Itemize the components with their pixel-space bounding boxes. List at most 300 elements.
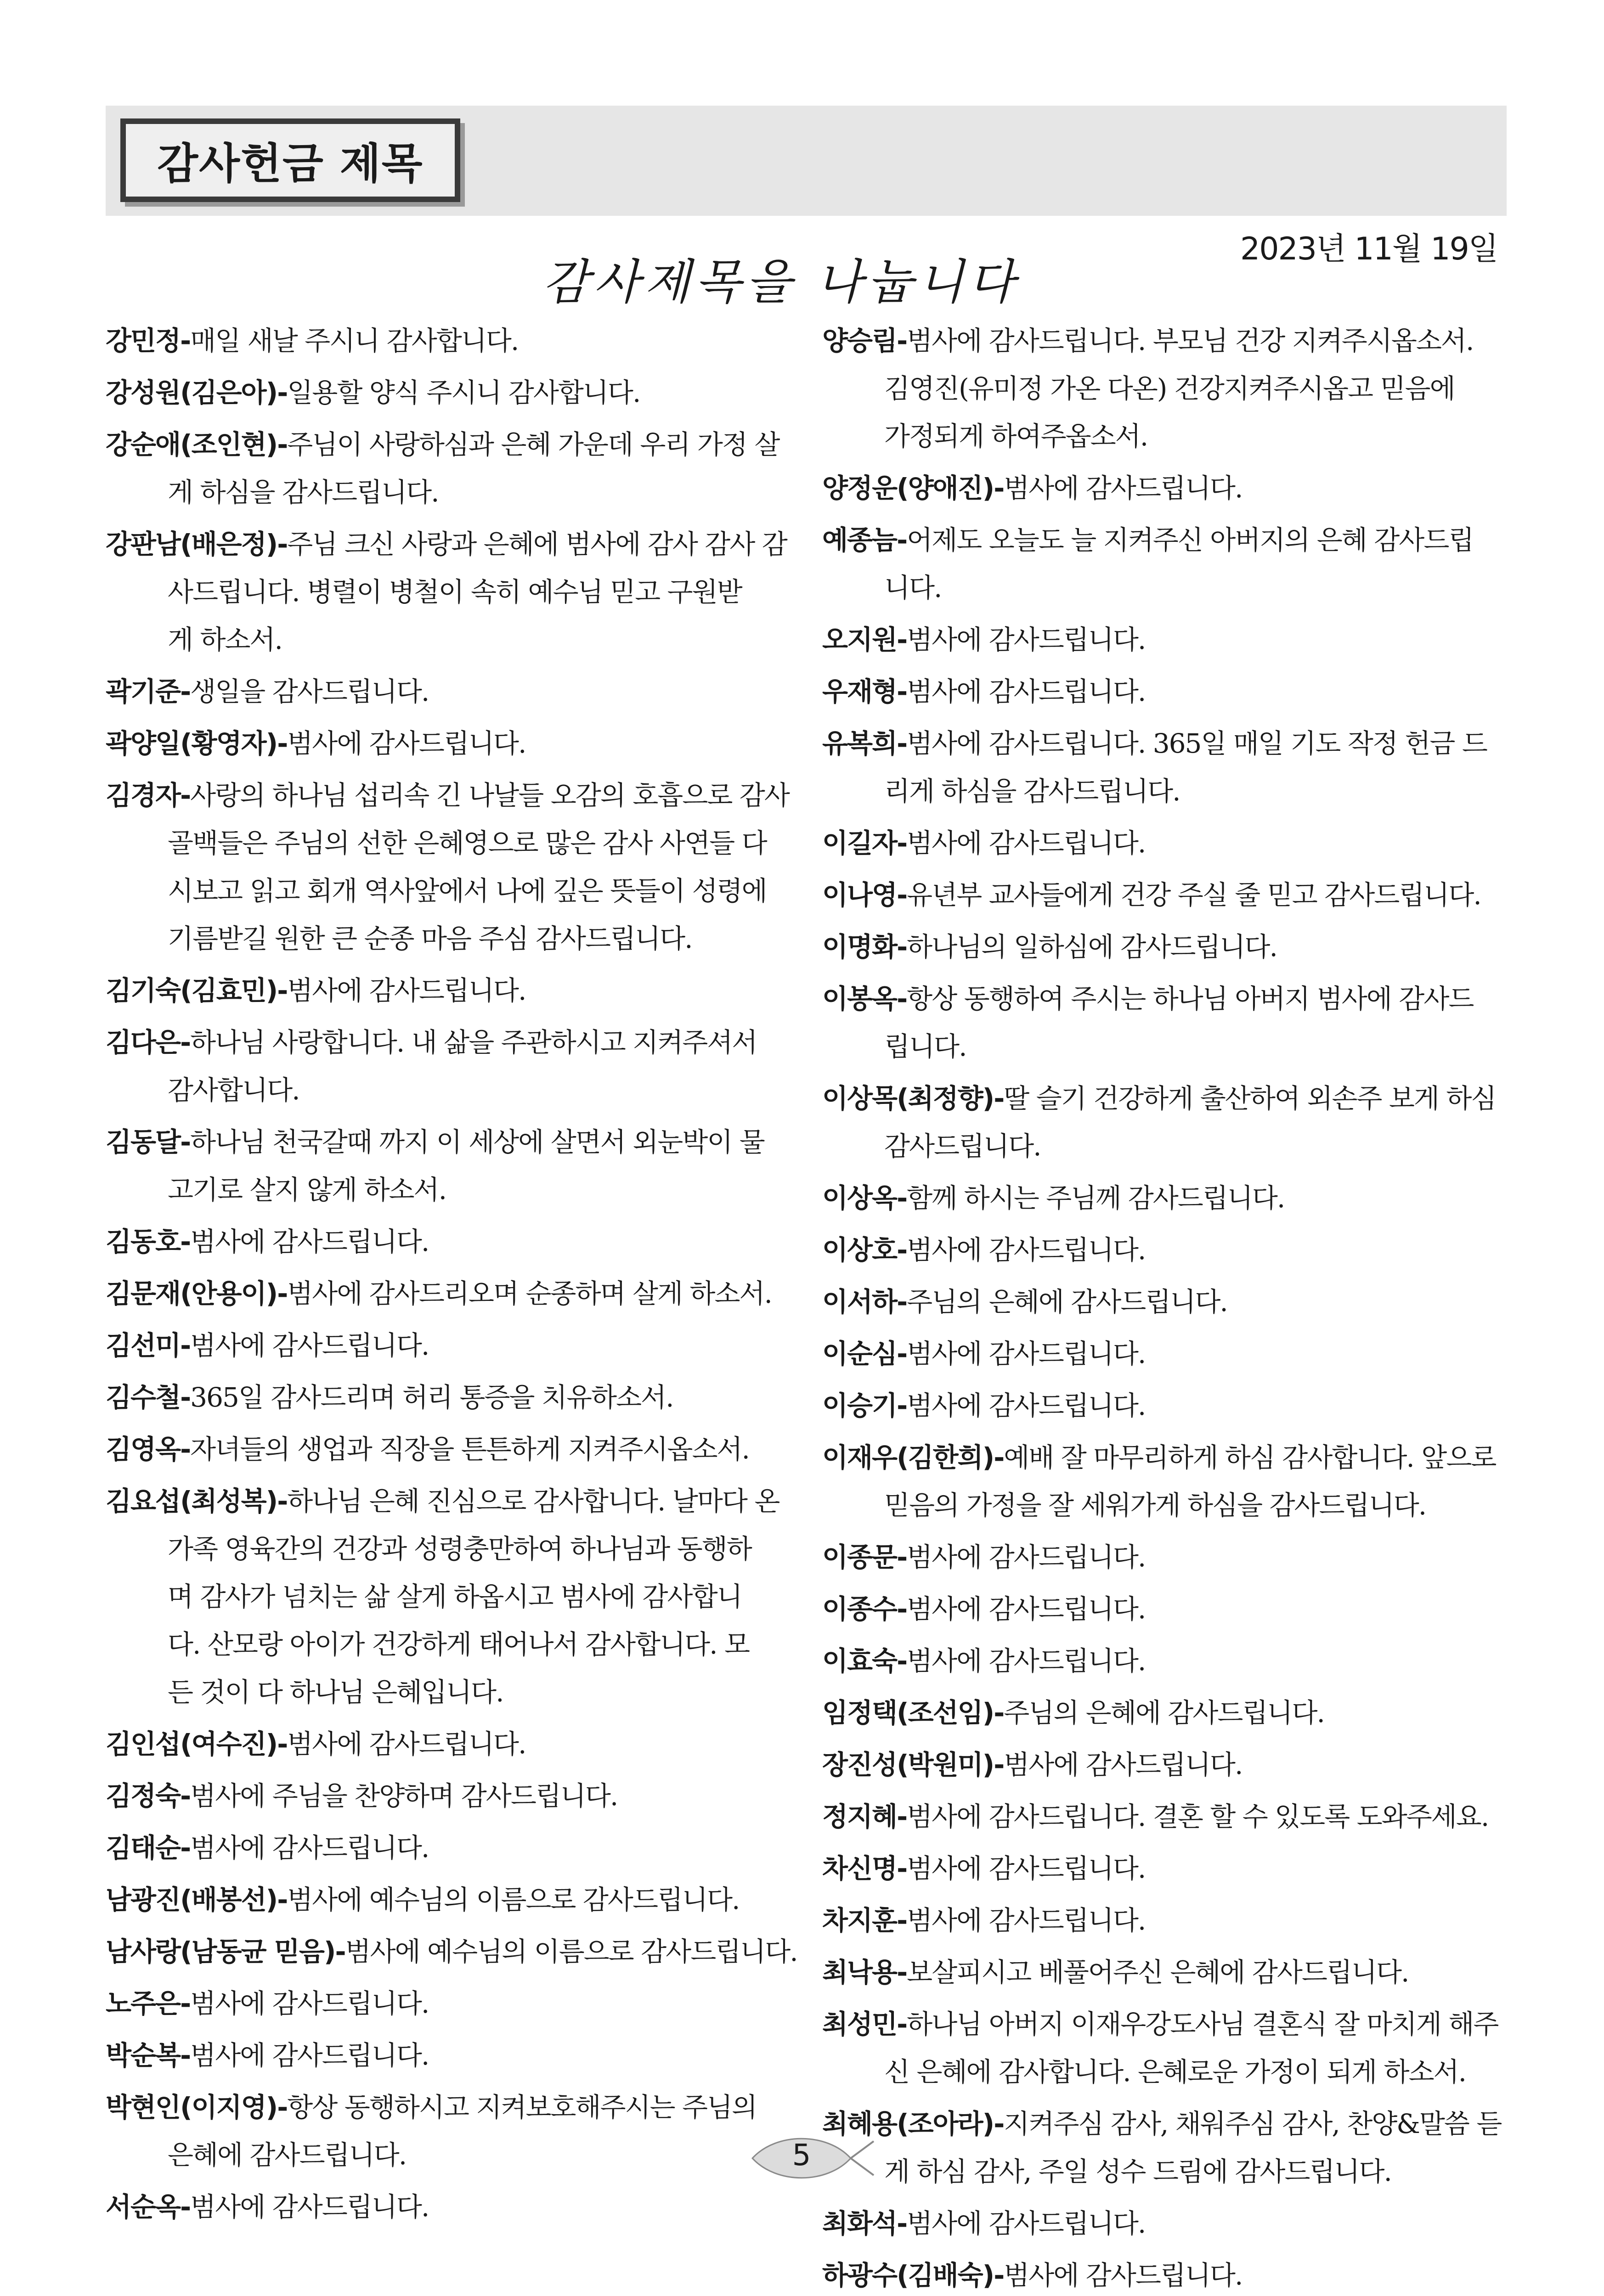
- donor-name: 노주은: [106, 1988, 181, 2019]
- list-item: [106, 771, 789, 962]
- separator-dash: -: [897, 325, 907, 356]
- thanks-message: 항상 동행하시고 지켜보호해주시는 주님의: [287, 2092, 757, 2123]
- entry-line: [106, 1824, 772, 1872]
- entry-line: [822, 1793, 1488, 1840]
- list-item: [822, 1689, 1488, 1737]
- thanks-message: 범사에 감사드립니다.: [1004, 2260, 1243, 2291]
- separator-dash: -: [897, 1182, 907, 1214]
- entry-continuation: [106, 867, 772, 915]
- entry-continuation: [822, 2148, 1488, 2195]
- entry-continuation: [106, 1525, 772, 1573]
- thanks-message: 범사에 감사드립니다.: [190, 1832, 429, 1863]
- entry-line: [106, 967, 772, 1014]
- separator-dash: -: [180, 1434, 191, 1465]
- entry-continuation: [106, 1668, 772, 1716]
- thanks-message: 예배 잘 마무리하게 하심 감사합니다. 앞으로: [1004, 1442, 1496, 1473]
- thanks-message: 하나님의 일하심에 감사드립니다.: [907, 931, 1277, 962]
- entry-continuation: [822, 1122, 1488, 1170]
- list-item: [822, 2100, 1502, 2195]
- separator-dash: -: [180, 780, 191, 811]
- list-item: [106, 421, 779, 516]
- thanks-message: 범사에 감사드립니다.: [907, 827, 1146, 859]
- thanks-message: 주님의 은혜에 감사드립니다.: [1004, 1697, 1324, 1728]
- list-item: [106, 1322, 772, 1369]
- thanks-message: 범사에 감사드립니다.: [907, 1338, 1146, 1369]
- list-item: [822, 1948, 1488, 1996]
- separator-dash: -: [994, 2260, 1004, 2291]
- donor-name: 김다은: [106, 1027, 181, 1058]
- donor-name: 이서하: [822, 1286, 897, 1317]
- thanks-message: 범사에 감사드립니다.: [907, 1645, 1146, 1677]
- entry-continuation: [106, 915, 772, 962]
- donor-name: 곽양일(황영자): [106, 728, 277, 759]
- entry-line: [822, 819, 1488, 867]
- separator-dash: -: [180, 1988, 191, 2019]
- entry-continuation: [106, 819, 772, 867]
- entry-line: [822, 720, 1488, 767]
- donor-name: 차신명: [822, 1853, 897, 1884]
- list-item: [106, 520, 787, 664]
- separator-dash: -: [897, 1338, 907, 1369]
- separator-dash: -: [897, 2208, 907, 2239]
- entry-line: [822, 1382, 1488, 1429]
- donor-name: 이종수: [822, 1593, 897, 1625]
- entry-line: [106, 1118, 772, 1166]
- separator-dash: -: [897, 624, 907, 655]
- thanks-message: 유년부 교사들에게 건강 주실 줄 믿고 감사드립니다.: [907, 879, 1481, 911]
- thanks-message: 하나님 천국갈때 까지 이 세상에 살면서 외눈박이 물: [190, 1126, 764, 1158]
- separator-dash: -: [897, 676, 907, 707]
- entry-line: [106, 1772, 772, 1820]
- list-item: [106, 1373, 772, 1421]
- separator-dash: -: [180, 676, 191, 707]
- thanks-message: 함께 하시는 주님께 감사드립니다.: [907, 1182, 1285, 1214]
- donor-name: 남사랑(남동균 믿음): [106, 1936, 335, 1967]
- entry-continuation: [106, 2131, 772, 2179]
- entry-line: [106, 1218, 772, 1266]
- thanks-message: 범사에 감사드립니다. 결혼 할 수 있도록 도와주세요.: [907, 1801, 1489, 1832]
- entry-line: [106, 369, 772, 416]
- separator-dash: -: [994, 2108, 1004, 2139]
- donor-name: 김인섭(여수진): [106, 1728, 277, 1760]
- donor-name: 이명화: [822, 931, 897, 962]
- thanks-message: 범사에 감사드립니다.: [190, 2040, 429, 2071]
- donor-name: 강순애(조인현): [106, 429, 277, 460]
- separator-dash: -: [180, 1330, 191, 1361]
- thanks-message: 범사에 감사드립니다.: [1004, 473, 1243, 504]
- separator-dash: -: [897, 1645, 907, 1677]
- entry-line: [822, 2251, 1488, 2296]
- donor-name: 김기숙(김효민): [106, 975, 277, 1006]
- thanks-message: 주님의 은혜에 감사드립니다.: [907, 1286, 1227, 1317]
- separator-dash: -: [897, 728, 907, 759]
- separator-dash: -: [277, 377, 288, 408]
- entry-line: [106, 421, 779, 468]
- donor-name: 정지혜: [822, 1801, 897, 1832]
- thanks-message: 립니다.: [884, 1031, 966, 1062]
- list-item: [106, 1720, 772, 1768]
- list-item: [822, 1434, 1496, 1529]
- thanks-message: 자녀들의 생업과 직장을 튼튼하게 지켜주시옵소서.: [190, 1434, 749, 1465]
- list-item: [106, 1980, 772, 2027]
- entry-continuation: [822, 767, 1488, 815]
- list-item: [822, 1330, 1488, 1378]
- separator-dash: -: [180, 2191, 191, 2223]
- entry-continuation: [106, 1066, 772, 1114]
- list-item: [822, 1741, 1488, 1789]
- list-item: [106, 1477, 779, 1716]
- list-item: [822, 616, 1488, 664]
- thanks-message: 범사에 감사드립니다.: [907, 1853, 1146, 1884]
- list-item: [106, 967, 772, 1014]
- entry-line: [106, 2032, 772, 2079]
- thanks-message: 하나님 사랑합니다. 내 삶을 주관하시고 지켜주셔서: [190, 1027, 757, 1058]
- thanks-message: 범사에 감사드립니다.: [907, 1234, 1146, 1266]
- thanks-message: 딸 슬기 건강하게 출산하여 외손주 보게 하심: [1004, 1083, 1496, 1114]
- donor-name: 차지훈: [822, 1905, 897, 1936]
- thanks-message: 범사에 감사드립니다.: [907, 1542, 1146, 1573]
- separator-dash: -: [277, 728, 288, 759]
- donor-name: 이순심: [822, 1338, 897, 1369]
- thanks-message: 범사에 감사드립니다. 부모님 건강 지켜주시옵소서.: [907, 325, 1474, 356]
- list-item: [822, 1845, 1488, 1892]
- entry-line: [822, 2000, 1498, 2048]
- thanks-message: 보살피시고 베풀어주신 은혜에 감사드립니다.: [907, 1957, 1409, 1988]
- list-item: [822, 1226, 1488, 1274]
- separator-dash: -: [897, 1593, 907, 1625]
- entry-line: [822, 516, 1488, 564]
- donor-name: 남광진(배봉선): [106, 1884, 277, 1915]
- separator-dash: -: [897, 931, 907, 962]
- list-item: [822, 1174, 1488, 1222]
- donor-name: 김요섭(최성복): [106, 1486, 277, 1517]
- entry-continuation: [106, 568, 772, 616]
- donor-name: 김정숙: [106, 1780, 181, 1812]
- thanks-message: 일용할 양식 주시니 감사합니다.: [287, 377, 640, 408]
- entry-continuation: [822, 1023, 1488, 1070]
- entry-continuation: [822, 365, 1488, 412]
- donor-name: 김수철: [106, 1382, 181, 1413]
- thanks-message: 매일 새날 주시니 감사합니다.: [190, 325, 519, 356]
- donor-name: 김선미: [106, 1330, 181, 1361]
- separator-dash: -: [994, 1083, 1004, 1114]
- thanks-message: 범사에 감사드리오며 순종하며 살게 하소서.: [287, 1278, 772, 1309]
- entry-line: [106, 771, 789, 819]
- thanks-message: 범사에 감사드립니다.: [907, 676, 1146, 707]
- donor-name: 강민정: [106, 325, 181, 356]
- separator-dash: -: [994, 1749, 1004, 1780]
- list-item: [106, 1218, 772, 1266]
- list-item: [822, 1793, 1488, 1840]
- list-item: [106, 2183, 772, 2231]
- thanks-message: 게 하심을 감사드립니다.: [168, 477, 439, 508]
- thanks-message: 주님 크신 사랑과 은혜에 범사에 감사 감사 감: [287, 529, 787, 560]
- donor-name: 김영옥: [106, 1434, 181, 1465]
- thanks-message: 범사에 감사드립니다.: [907, 624, 1146, 655]
- list-item: [106, 1772, 772, 1820]
- separator-dash: -: [897, 1390, 907, 1421]
- donor-name: 양정운(양애진): [822, 473, 994, 504]
- donor-name: 최성민: [822, 2009, 897, 2040]
- date: 2023년 11월 19일: [1240, 231, 1498, 267]
- donor-name: 곽기준: [106, 676, 181, 707]
- thanks-message: 범사에 감사드립니다.: [190, 1226, 429, 1257]
- thanks-message: 게 하소서.: [168, 624, 282, 655]
- separator-dash: -: [277, 529, 288, 560]
- thanks-message: 사드립니다. 병렬이 병철이 속히 예수님 믿고 구원받: [168, 576, 742, 608]
- entry-line: [822, 1434, 1496, 1481]
- entry-line: [106, 1876, 772, 1924]
- list-item: [106, 1824, 772, 1872]
- donor-name: 김태순: [106, 1832, 181, 1863]
- entry-continuation: [106, 1573, 772, 1621]
- donor-name: 서순옥: [106, 2191, 181, 2223]
- thanks-message: 범사에 감사드립니다.: [907, 1390, 1146, 1421]
- entry-line: [106, 668, 772, 715]
- separator-dash: -: [277, 1728, 288, 1760]
- separator-dash: -: [897, 1542, 907, 1573]
- list-item: [106, 1876, 772, 1924]
- separator-dash: -: [897, 1286, 907, 1317]
- entry-line: [106, 1270, 772, 1317]
- entry-continuation: [822, 2048, 1488, 2096]
- list-item: [106, 1425, 772, 1473]
- entry-line: [106, 2083, 772, 2131]
- entry-line: [106, 520, 787, 568]
- entry-line: [822, 1845, 1488, 1892]
- entry-line: [822, 2200, 1488, 2247]
- donor-name: 김동호: [106, 1226, 181, 1257]
- entry-line: [106, 2183, 772, 2231]
- thanks-message: 기름받길 원한 큰 순종 마음 주심 감사드립니다.: [168, 923, 692, 954]
- list-item: [822, 1585, 1488, 1633]
- list-item: [822, 819, 1488, 867]
- entry-line: [106, 720, 772, 767]
- list-item: [106, 1019, 772, 1114]
- separator-dash: -: [335, 1936, 345, 1967]
- list-item: [822, 1382, 1488, 1429]
- thanks-message: 가족 영육간의 건강과 성령충만하여 하나님과 동행하: [168, 1533, 751, 1564]
- list-item: [106, 317, 772, 365]
- separator-dash: -: [897, 2009, 907, 2040]
- list-item: [106, 720, 772, 767]
- donor-name: 우재형: [822, 676, 897, 707]
- entry-continuation: [822, 412, 1488, 460]
- separator-dash: -: [897, 1801, 907, 1832]
- thanks-message: 범사에 예수님의 이름으로 감사드립니다.: [345, 1936, 797, 1967]
- entry-line: [822, 464, 1488, 512]
- entry-continuation: [106, 468, 772, 516]
- separator-dash: -: [277, 975, 288, 1006]
- list-item: [822, 923, 1488, 971]
- thanks-message: 범사에 예수님의 이름으로 감사드립니다.: [287, 1884, 740, 1915]
- thanks-message: 믿음의 가정을 잘 세워가게 하심을 감사드립니다.: [884, 1490, 1426, 1521]
- thanks-message: 범사에 감사드립니다.: [287, 975, 526, 1006]
- entry-line: [822, 1948, 1488, 1996]
- separator-dash: -: [897, 524, 907, 556]
- thanks-message: 범사에 감사드립니다.: [287, 728, 526, 759]
- thanks-message: 가정되게 하여주옵소서.: [884, 421, 1148, 452]
- thanks-message: 지켜주심 감사, 채워주심 감사, 찬양&말씀 듣: [1004, 2108, 1502, 2139]
- thanks-message: 범사에 감사드립니다.: [907, 1905, 1146, 1936]
- separator-dash: -: [897, 1957, 907, 1988]
- donor-name: 이상옥: [822, 1182, 897, 1214]
- donor-name: 이나영: [822, 879, 897, 911]
- separator-dash: -: [897, 1853, 907, 1884]
- list-item: [822, 1533, 1488, 1581]
- list-item: [822, 317, 1488, 460]
- donor-name: 이종문: [822, 1542, 897, 1573]
- list-item: [822, 464, 1488, 512]
- entry-line: [822, 1174, 1488, 1222]
- donor-name: 최혜용(조아라): [822, 2108, 994, 2139]
- thanks-message: 범사에 감사드립니다.: [287, 1728, 526, 1760]
- donor-name: 김동달: [106, 1126, 181, 1158]
- donor-name: 최낙용: [822, 1957, 897, 1988]
- entry-line: [106, 1425, 772, 1473]
- list-item: [822, 2200, 1488, 2247]
- list-item: [106, 668, 772, 715]
- thanks-message: 범사에 주님을 찬양하며 감사드립니다.: [190, 1780, 618, 1812]
- entry-continuation: [106, 1166, 772, 1214]
- separator-dash: -: [277, 1278, 288, 1309]
- thanks-message: 고기로 살지 않게 하소서.: [168, 1174, 446, 1205]
- separator-dash: -: [277, 1884, 288, 1915]
- entry-line: [822, 1278, 1488, 1326]
- donor-name: 이승기: [822, 1390, 897, 1421]
- separator-dash: -: [180, 1226, 191, 1257]
- thanks-message: 범사에 감사드립니다.: [190, 1988, 429, 2019]
- separator-dash: -: [180, 1126, 191, 1158]
- entry-line: [822, 616, 1488, 664]
- entry-continuation: [106, 1621, 772, 1668]
- thanks-message: 항상 동행하여 주시는 하나님 아버지 범사에 감사드: [907, 983, 1474, 1014]
- list-item: [822, 1075, 1496, 1170]
- separator-dash: -: [180, 1382, 191, 1413]
- separator-dash: -: [897, 827, 907, 859]
- list-item: [106, 2083, 772, 2179]
- entry-line: [822, 1330, 1488, 1378]
- thanks-message: 범사에 감사드립니다.: [190, 2191, 429, 2223]
- subtitle: 감사제목을 나눕니다: [542, 254, 1019, 310]
- entry-line: [822, 1689, 1488, 1737]
- thanks-message: 든 것이 다 하나님 은혜입니다.: [168, 1677, 503, 1708]
- page-footer: [749, 2128, 877, 2188]
- page-title: 감사헌금 제목: [120, 118, 460, 202]
- donor-name: 김경자: [106, 780, 181, 811]
- entry-line: [822, 668, 1488, 715]
- entry-line: [822, 1075, 1496, 1122]
- entry-line: [822, 317, 1488, 365]
- donor-name: 예종늠: [822, 524, 897, 556]
- thanks-message: 다. 산모랑 아이가 건강하게 태어나서 감사합니다. 모: [168, 1629, 750, 1660]
- donor-name: 양승림: [822, 325, 897, 356]
- thanks-message: 골백들은 주님의 선한 은혜영으로 많은 감사 사연들 다: [168, 827, 767, 859]
- entry-line: [822, 923, 1488, 971]
- separator-dash: -: [897, 879, 907, 911]
- donor-name: 이봉옥: [822, 983, 897, 1014]
- separator-dash: -: [180, 2040, 191, 2071]
- donor-name: 강성원(김은아): [106, 377, 277, 408]
- thanks-message: 게 하심 감사, 주일 성수 드림에 감사드립니다.: [884, 2156, 1391, 2187]
- separator-dash: -: [180, 325, 191, 356]
- donor-name: 김문재(안용이): [106, 1278, 277, 1309]
- thanks-message: 어제도 오늘도 늘 지켜주신 아버지의 은혜 감사드립: [907, 524, 1474, 556]
- separator-dash: -: [994, 1442, 1004, 1473]
- entry-continuation: [106, 616, 772, 664]
- separator-dash: -: [897, 1234, 907, 1266]
- thanks-message: 은혜에 감사드립니다.: [168, 2139, 407, 2171]
- thanks-message: 생일을 감사드립니다.: [190, 676, 429, 707]
- entry-line: [822, 871, 1488, 919]
- thanks-message: 범사에 감사드립니다.: [907, 2208, 1146, 2239]
- thanks-message: 니다.: [884, 572, 942, 603]
- list-item: [822, 516, 1488, 612]
- donor-name: 최화석: [822, 2208, 897, 2239]
- entry-line: [822, 975, 1488, 1023]
- donor-name: 이상호: [822, 1234, 897, 1266]
- donor-name: 박현인(이지영): [106, 2092, 277, 2123]
- separator-dash: -: [897, 983, 907, 1014]
- thanks-message: 범사에 감사드립니다. 365일 매일 기도 작정 헌금 드: [907, 728, 1487, 759]
- thanks-message: 사랑의 하나님 섭리속 긴 나날들 오감의 호흡으로 감사: [190, 780, 789, 811]
- thanks-message: 하나님 아버지 이재우강도사님 결혼식 잘 마치게 해주: [907, 2009, 1498, 2040]
- entry-line: [822, 1741, 1488, 1789]
- donor-name: 박순복: [106, 2040, 181, 2071]
- entry-line: [822, 2100, 1502, 2148]
- separator-dash: -: [180, 1780, 191, 1812]
- thanks-message: 시보고 읽고 회개 역사앞에서 나에 깊은 뜻들이 성령에: [168, 875, 767, 906]
- entry-continuation: [822, 1481, 1488, 1529]
- thanks-message: 리게 하심을 감사드립니다.: [884, 776, 1180, 807]
- entry-line: [106, 1373, 772, 1421]
- list-item: [106, 1270, 772, 1317]
- entry-line: [822, 1637, 1488, 1685]
- separator-dash: -: [994, 473, 1004, 504]
- entry-line: [106, 1720, 772, 1768]
- entry-line: [106, 1477, 779, 1525]
- separator-dash: -: [180, 1027, 191, 1058]
- thanks-message: 하나님 은혜 진심으로 감사합니다. 날마다 온: [287, 1486, 779, 1517]
- entry-line: [106, 1019, 772, 1066]
- donor-name: 임정택(조선임): [822, 1697, 994, 1728]
- list-item: [822, 2000, 1498, 2096]
- list-item: [822, 2251, 1488, 2296]
- entry-line: [106, 1928, 797, 1975]
- thanks-message: 며 감사가 넘치는 삶 살게 하옵시고 범사에 감사합니: [168, 1581, 742, 1612]
- thanks-message: 감사드립니다.: [884, 1131, 1041, 1162]
- thanks-message: 범사에 감사드립니다.: [1004, 1749, 1243, 1780]
- list-item: [822, 668, 1488, 715]
- donor-name: 이길자: [822, 827, 897, 859]
- entry-line: [106, 317, 772, 365]
- list-item: [822, 871, 1488, 919]
- donor-name: 강판남(배은정): [106, 529, 277, 560]
- separator-dash: -: [994, 1697, 1004, 1728]
- right-column: [822, 317, 1502, 2296]
- list-item: [822, 1278, 1488, 1326]
- thanks-message: 365일 감사드리며 허리 통증을 치유하소서.: [190, 1382, 673, 1413]
- list-item: [106, 1928, 797, 1975]
- separator-dash: -: [180, 1832, 191, 1863]
- donor-name: 하광수(김배숙): [822, 2260, 994, 2291]
- donor-name: 이상목(최정향): [822, 1083, 994, 1114]
- thanks-message: 감사합니다.: [168, 1075, 299, 1106]
- list-item: [106, 369, 772, 416]
- separator-dash: -: [897, 1905, 907, 1936]
- list-item: [822, 1896, 1488, 1944]
- list-item: [106, 2032, 772, 2079]
